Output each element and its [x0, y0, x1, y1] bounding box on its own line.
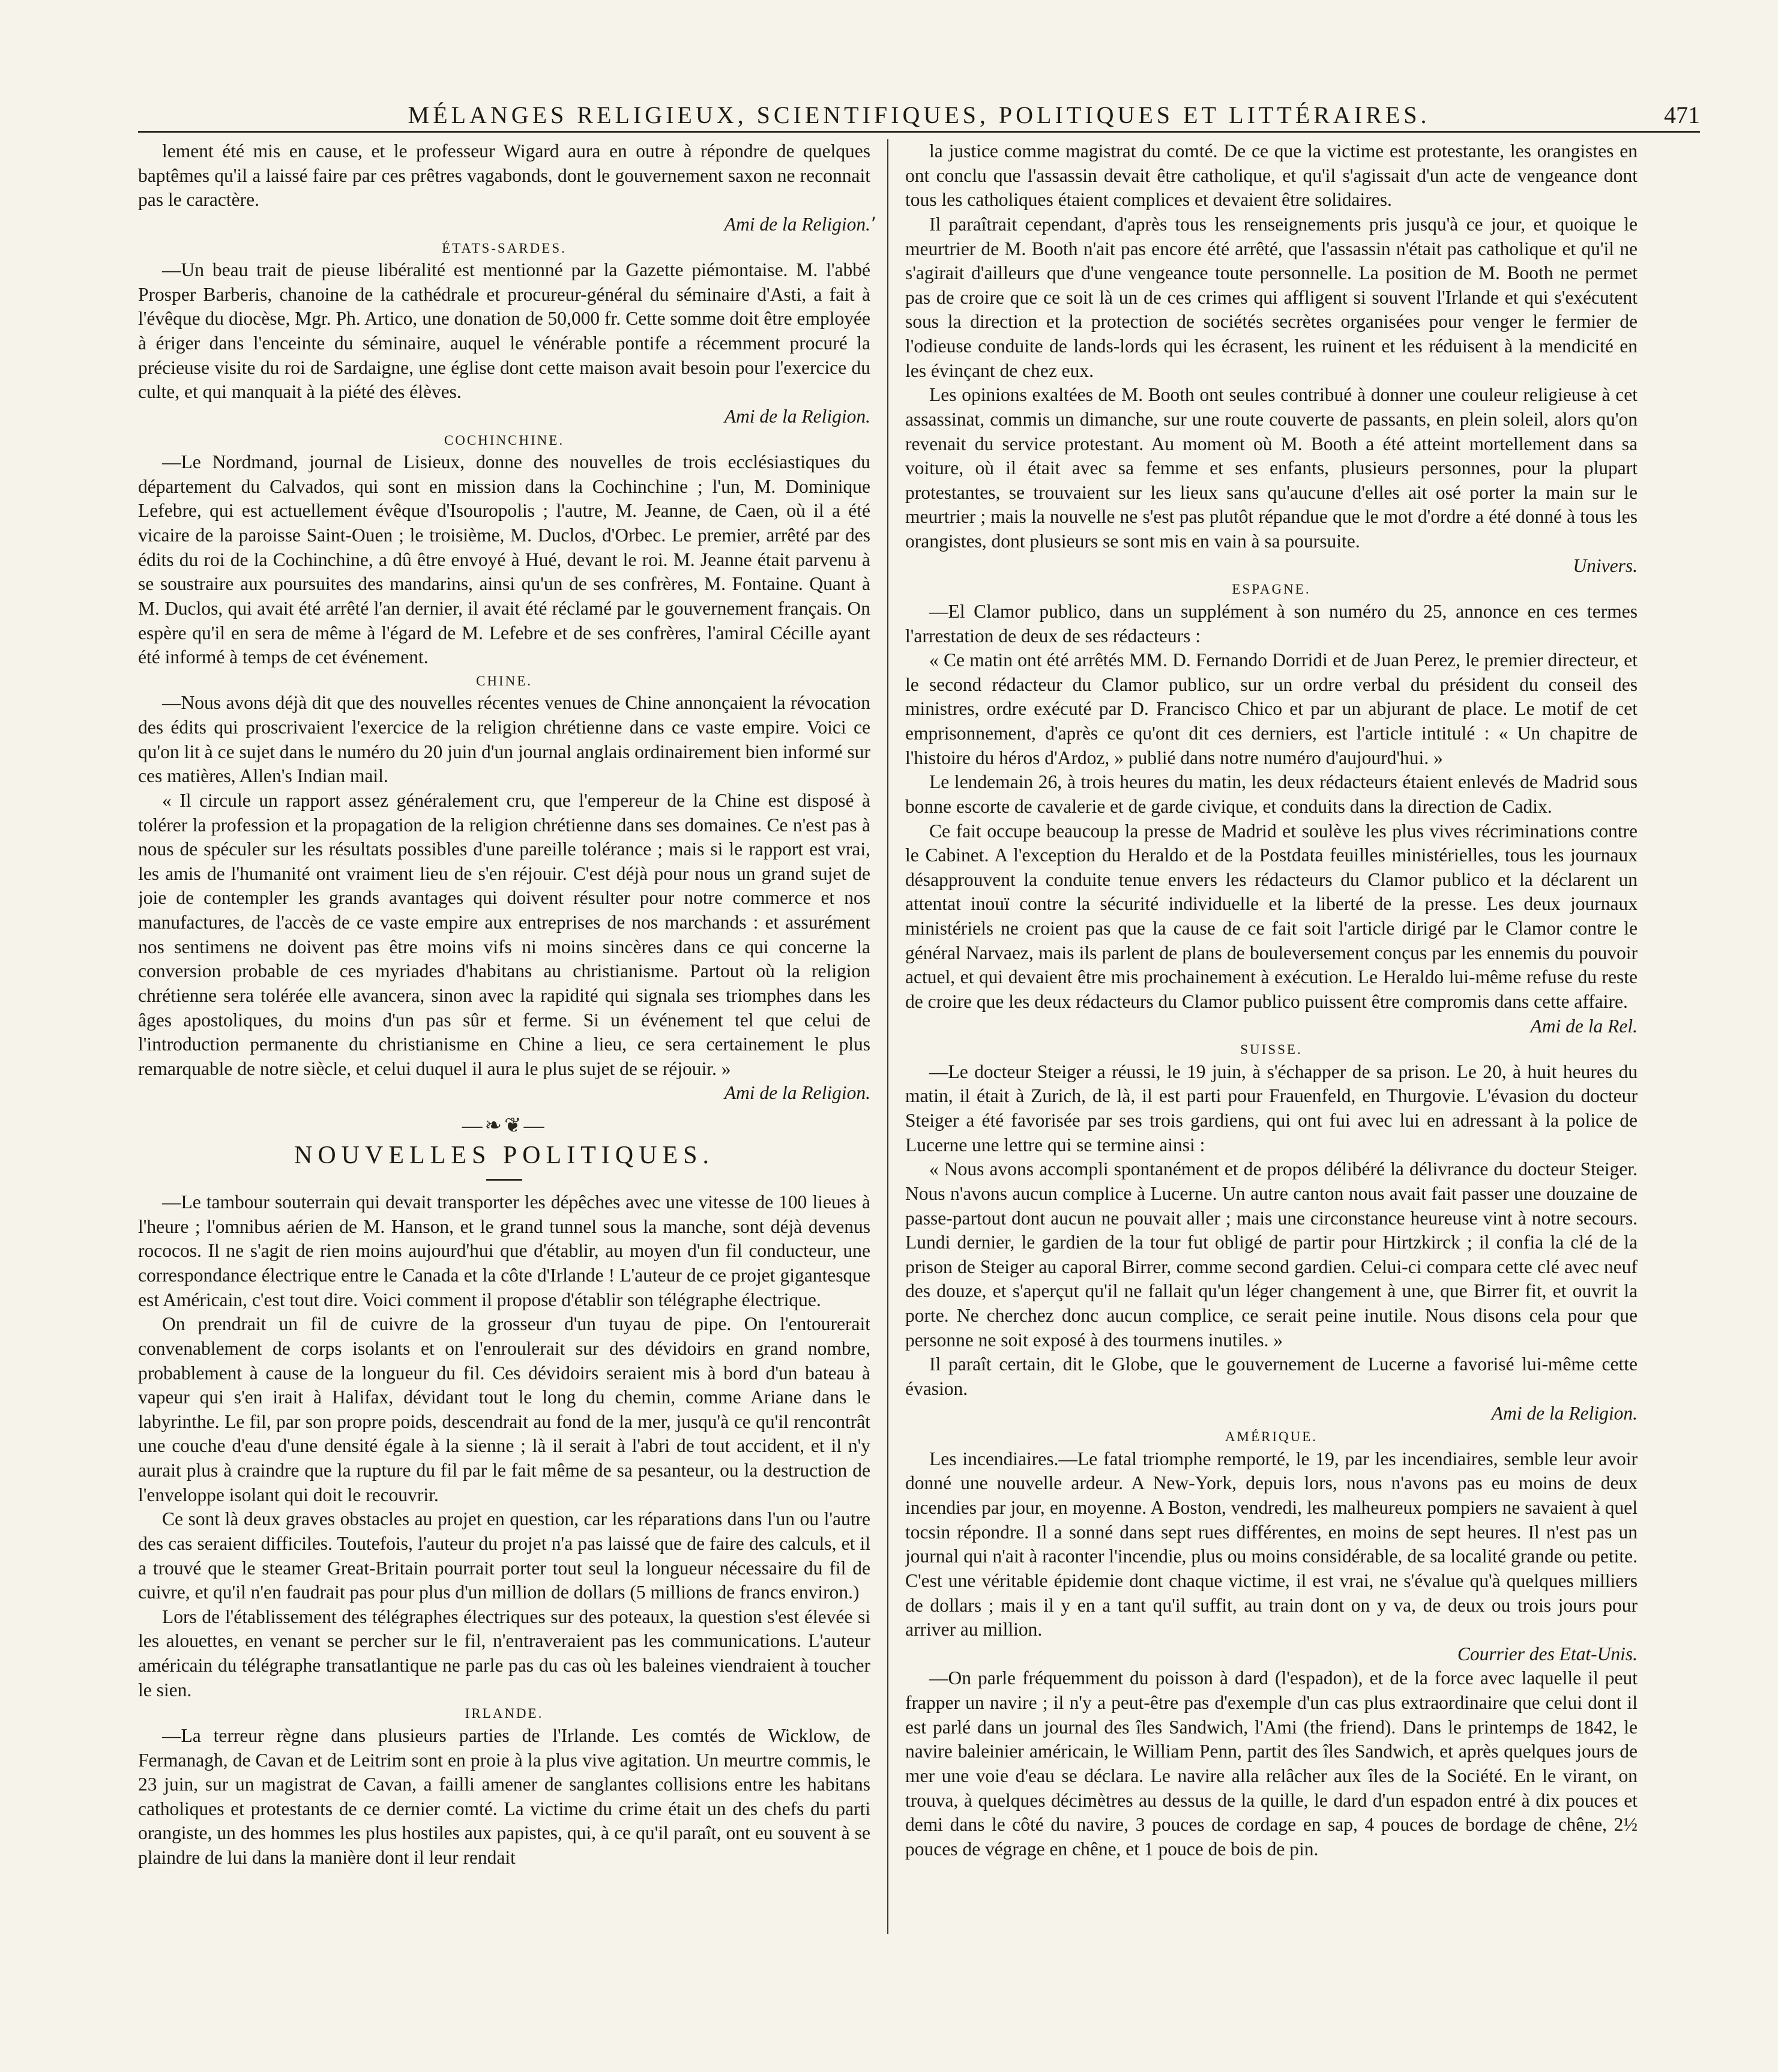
section-heading: SUISSE.: [1240, 1042, 1303, 1058]
article-paragraph: —On parle fréquemment du poisson à dard (l'espadon), et de la force avec laquelle il peut frapper un navire ; il n'y a peut-être pas d'exemple d'un cas plus extraordinaire que celui dont il est parlé dans un journal des îles Sandwich, l'Ami (the friend). Dans le printemps de 1842, le navire baleinier américain, le William Penn, partit des îles Sandwich, et après quelques jours de mer une voie d'eau se déclara. Le navire alla relâcher aux îles de la Société. En le virant, on trouva, à quelques décimètres au dessus de la quille, le dard d'un espadon entré à dix pouces et demi dans le côté du navire, 3 pouces de cordage en sap, 4 pouces de bordage de chêne, 2½ pouces de végrage en chêne, et 1 pouce de bois de pin.: [905, 1667, 1638, 1860]
article: [905, 580, 1638, 1038]
short-rule: [486, 1179, 522, 1181]
page-number: 471: [1664, 101, 1700, 128]
article-source: Ami de la Religion.: [724, 1082, 870, 1104]
article-source: Ami de la Religion.: [724, 213, 870, 235]
article-paragraph: « Il circule un rapport assez généralement cru, que l'empereur de la Chine est disposé à tolérer la profession et la propagation de la religion chrétienne dans ses domaines. Ce n'est pas à nous de spéculer sur les résultats possibles d'une pareille tolérance ; mais si le rapport est vrai, les amis de l'humanité ont vraiment lieu de s'en réjouir. C'est déjà pour nous un grand sujet de joie de contempler les grands avantages qui doivent résulter pour notre commerce et nos manufactures, de l'accès de ce vaste empire aux entreprises de nos marchands : et assurément nos sentimens ne doivent pas être moins vifs ni moins sincères dans ce qui concerne la conversion probable de ces myriades d'habitans au christianisme. Partout où la religion chrétienne sera tolérée elle avancera, sinon avec la rapidité qui signala ses triomphes dans les âges apostoliques, du moins d'un pas sûr et ferme. Si un événement tel que celui de l'introduction permanente du christianisme en Chine a lieu, ce sera certainement le plus remarquable de notre siècle, et celui duquel il aura le plus sujet de se réjouir. »: [138, 789, 870, 1079]
section-heading: ESPAGNE.: [1232, 582, 1311, 597]
article: [138, 672, 870, 1106]
article-paragraph: —La terreur règne dans plusieurs parties de l'Irlande. Les comtés de Wicklow, de Fermanagh, de Cavan et de Leitrim sont en proie à la plus vive agitation. Un meurtre commis, le 23 juin, sur un magistrat de Cavan, a failli amener de sanglantes collisions entre les habitans catholiques et protestants de ce dernier comté. La victime du crime était un des chefs du parti orangiste, un des hommes les plus hostiles aux papistes, qui, à ce qu'il paraît, ont eu souvent à se plaindre de lui dans la manière dont il leur rendait: [138, 1724, 870, 1869]
article-paragraph: lement été mis en cause, et le professeur Wigard aura en outre à répondre de quelques baptêmes qu'il a laissé faire par ces prêtres vagabonds, dont le gouvernement saxon ne reconnait pas le caractère.: [138, 140, 870, 211]
article-paragraph: —Un beau trait de pieuse libéralité est mentionné par la Gazette piémontaise. M. l'abbé Prosper Barberis, chanoine de la cathédrale et procureur-général du séminaire d'Asti, a fait à l'évêque du diocèse, Mgr. Ph. Artico, une donation de 50,000 fr. Cette somme doit être employée à ériger dans l'enceinte du séminaire, auquel le vénérable pontife a récemment procuré la précieuse visite du roi de Sardaigne, une église dont cette maison avait besoin pour l'exercice du culte, et qui manquait à la piété des élèves.: [138, 259, 870, 403]
section-heading: COCHINCHINE.: [444, 432, 565, 448]
article-paragraph: Le lendemain 26, à trois heures du matin, les deux rédacteurs étaient enlevés de Madrid sous bonne escorte de cavalerie et de garde civique, et conduits dans la direction de Cadix.: [905, 771, 1638, 817]
margin-mark: ⸴: [872, 206, 877, 226]
article-paragraph: —Le docteur Steiger a réussi, le 19 juin, à s'échapper de sa prison. Le 20, à huit heures du matin, il était à Zurich, de là, il est parti pour Frauenfeld, en Thurgovie. L'évasion du docteur Steiger a été favorisée par ses trois gardiens, qui ont fui avec lui en adressant à la police de Lucerne une lettre qui se termine ainsi :: [905, 1061, 1638, 1155]
article: [138, 139, 870, 237]
article-paragraph: Les incendiaires.—Le fatal triomphe remporté, le 19, par les incendiaires, semble leur avoir donné une nouvelle ardeur. A New-York, depuis lors, nous n'avons pas eu moins de deux incendies par jour, en moyenne. A Boston, vendredi, les malheureux pompiers ne savaient à quel tocsin répondre. Il a sonné dans sept rues différentes, en moins de sept heures. Il n'est pas un journal qui n'ait à raconter l'incendie, plus ou moins considérable, de sa localité grande ou petite. C'est une véritable épidemie dont chaque victime, il est vrai, ne s'évalue qu'à quelques milliers de dollars ; mais il y en a tant qu'il suffit, au train dont on y va, de deux ou trois jours pour arriver au million.: [905, 1448, 1638, 1640]
article-paragraph: la justice comme magistrat du comté. De ce que la victime est protestante, les orangistes en ont conclu que l'assassin devait être catholique, et qu'il s'agissait d'un acte de vengeance dont tous les catholiques étaient complices et devaient être solidaires.: [905, 140, 1638, 211]
section-heading: CHINE.: [475, 673, 533, 688]
article: [138, 1705, 870, 1870]
article: [905, 139, 1638, 578]
article: [905, 1428, 1638, 1666]
article-paragraph: Il paraîtrait cependant, d'après tous les renseignements pris jusqu'à ce jour, et quoique le meurtrier de M. Booth n'ait pas encore été arrêté, que l'assassin n'était pas catholique et qu'il ne s'agirait d'ailleurs que d'une vengeance toute personnelle. La position de M. Booth ne permet pas de croire que ce soit là un de ces crimes qui affligent si souvent l'Irlande et qui s'exécutent sous la direction et la protection de sociétés secrètes organisées pour venger le fermier de l'odieuse conduite de lands-lords qui les écrasent, les ruinent et les réduisent à la mendicité en les évinçant de chez eux.: [905, 213, 1638, 381]
article: [138, 432, 870, 670]
article-paragraph: —Le Nordmand, journal de Lisieux, donne des nouvelles de trois ecclésiastiques du département du Calvados, qui sont en mission dans la Cochinchine ; l'un, M. Dominique Lefebre, qui est actuellement évêque d'Isouropolis ; l'autre, M. Jeanne, de Caen, où il a été vicaire de la paroisse Saint-Ouen ; le troisième, M. Duclos, d'Orbec. Le premier, arrêté par des édits du roi de la Cochinchine, a dû être envoyé à Hué, devant le roi. M. Jeanne était parvenu à se soustraire aux poursuites des mandarins, ainsi qu'un de ses confrères, M. Fontaine. Quant à M. Duclos, qui avait été arrêté l'an dernier, il avait été réclamé par le gouvernement français. On espère qu'il en sera de même à l'égard de M. Lefebre et de ses confrères, l'amiral Cécille ayant été informé à temps de cet événement.: [138, 451, 870, 668]
article: [905, 1041, 1638, 1426]
article-paragraph: Il paraît certain, dit le Globe, que le gouvernement de Lucerne a favorisé lui-même cette évasion.: [905, 1354, 1638, 1399]
article-paragraph: Ce sont là deux graves obstacles au projet en question, car les réparations dans l'un ou l'autre des cas seraient difficiles. Toutefois, l'auteur du projet n'a pas laissé que de faire des calculs, et il a trouvé que le steamer Great-Britain pourrait porter tout seul la longueur nécessaire du fil de cuivre, et qu'il n'en faudrait pas pour plus d'un million de dollars (5 millions de francs environ.): [138, 1508, 870, 1603]
article: [138, 239, 870, 429]
section-heading: AMÉRIQUE.: [1225, 1429, 1318, 1445]
article-paragraph: Ce fait occupe beaucoup la presse de Madrid et soulève les plus vives récriminations contre le Cabinet. A l'exception du Heraldo et de la Postdata feuilles ministérielles, tous les journaux désapprouvent la conduite tenue envers les rédacteurs du Clamor publico et la déclarent un attentat inouï contre la sécurité individuelle et la liberté de la presse. Les deux journaux ministériels ne croient pas que la cause de ce fait soit l'article dirigé par le Clamor contre le général Narvaez, mais ils parlent de plans de bouleversement conçus par les ennemis du pouvoir actuel, et qui devaient être mis prochainement à exécution. Le Heraldo lui-même refuse du reste de croire que les deux rédacteurs du Clamor publico puissent être compromis dans cette affaire.: [905, 820, 1638, 1012]
right-column: [905, 139, 1638, 2030]
article-paragraph: On prendrait un fil de cuivre de la grosseur d'un tuyau de pipe. On l'entourerait convenablement de corps isolants et on l'enroulerait sur des dévidoirs en grand nombre, probablement à cause de la longueur du fil. Ces dévidoirs seraient mis à bord d'un bateau à vapeur qui s'en irait à Halifax, dévidant tout le long du chemin, comme Ariane dans le labyrinthe. Le fil, par son propre poids, descendrait au fond de la mer, jusqu'à ce qu'il rencontrât une couche d'eau d'une densité égale à la sienne ; là il serait à l'abri de tout accident, et il n'y aurait plus à craindre que la rupture du fil par le fait même de sa pesanteur, ou la destruction de l'enveloppe isolant qui doit le recouvrir.: [138, 1313, 870, 1505]
left-column: [138, 139, 870, 2030]
article-source: Univers.: [1573, 555, 1638, 576]
article-paragraph: —El Clamor publico, dans un supplément à son numéro du 25, annonce en ces termes l'arrestation de deux de ses rédacteurs :: [905, 600, 1638, 646]
column-divider: [887, 139, 888, 1934]
section-heading: ÉTATS-SARDES.: [442, 240, 567, 256]
article-paragraph: —Nous avons déjà dit que des nouvelles récentes venues de Chine annonçaient la révocation des édits qui proscrivaient l'exercice de la religion chrétienne dans ce vaste empire. Voici ce qu'on lit à ce sujet dans le numéro du 20 juin d'un journal anglais ordinairement bien informé sur ces matières, Allen's Indian mail.: [138, 692, 870, 787]
article-source: Courrier des Etat-Unis.: [1457, 1643, 1638, 1664]
article-source: Ami de la Religion.: [1491, 1402, 1638, 1424]
running-head: [138, 101, 1700, 133]
article-paragraph: —Le tambour souterrain qui devait transporter les dépêches avec une vitesse de 100 lieues à l'heure ; l'omnibus aérien de M. Hanson, et le grand tunnel sous la manche, sont déjà devenus rococos. Il ne s'agit de rien moins aujourd'hui que d'établir, au moyen d'un fil conducteur, une correspondance électrique entre le Canada et la côte d'Irlande ! L'auteur de ce projet gigantesque est Américain, c'est tout dire. Voici comment il propose d'établir son télégraphe électrique.: [138, 1191, 870, 1310]
article-paragraph: Lors de l'établissement des télégraphes électriques sur des poteaux, la question s'est élevée si les alouettes, en venant se percher sur le fil, n'entraveraient pas les communications. L'auteur américain du télégraphe transatlantique ne parle pas du cas où les baleines viendraient à toucher le sien.: [138, 1606, 870, 1700]
article-source: Ami de la Religion.: [724, 405, 870, 427]
article-paragraph: « Ce matin ont été arrêtés MM. D. Fernando Dorridi et de Juan Perez, le premier directeur, et le second rédacteur du Clamor publico, sur un ordre verbal du président du conseil des ministres, ordre exécuté par D. Francisco Chico et par un abjurant de place. Le motif de cet emprisonnement, d'après ce qu'ont dit ces derniers, est l'article intitulé : « Un chapitre de l'histoire du héros d'Ardoz, » publié dans notre numéro d'aujourd'hui. »: [905, 649, 1638, 768]
section-title: NOUVELLES POLITIQUES.: [294, 1141, 714, 1169]
running-title: MÉLANGES RELIGIEUX, SCIENTIFIQUES, POLITIQUES ET LITTÉRAIRES.: [408, 101, 1430, 128]
section-heading: IRLANDE.: [465, 1706, 544, 1721]
ornament-divider: —❧❦—: [462, 1115, 547, 1137]
article: [138, 1190, 870, 1702]
article-paragraph: Les opinions exaltées de M. Booth ont seules contribué à donner une couleur religieuse à cet assassinat, commis un dimanche, sur une route couverte de passants, en plein soleil, alors qu'on revenait du service protestant. Au moment où M. Booth a été atteint mortellement dans sa voiture, où il était avec sa femme et ses enfants, plusieurs personnes, pour la plupart protestantes, se trouvaient sur les lieux sans qu'aucune d'elles ait osé porter la main sur le meurtrier ; mais la nouvelle ne s'est pas plutôt répandue que le mot d'ordre a été donné à tous les orangistes, dont plusieurs se sont mis en vain à sa poursuite.: [905, 384, 1638, 552]
article-paragraph: « Nous avons accompli spontanément et de propos délibéré la délivrance du docteur Steiger. Nous n'avons aucun complice à Lucerne. Un autre canton nous avait fait passer une douzaine de passe-partout dont aucun ne pouvait aller ; mais une circonstance heureuse vint à notre secours. Lundi dernier, le gardien de la tour fut obligé de partir pour Hirtzkirck ; il confia la clé de la prison de Steiger au caporal Birrer, comme second gardien. Celui-ci compara cette clé avec neuf des douze, et s'aperçut qu'il ne fallait qu'un léger changement à une, que Birrer fit, et ouvrit la porte. Ne cherchez donc aucun complice, ce serait peine inutile. Nous disons cela pour que personne ne soit exposé à des tourmens inutiles. »: [905, 1158, 1638, 1351]
article: [905, 1666, 1638, 1861]
article-source: Ami de la Rel.: [1530, 1015, 1638, 1037]
